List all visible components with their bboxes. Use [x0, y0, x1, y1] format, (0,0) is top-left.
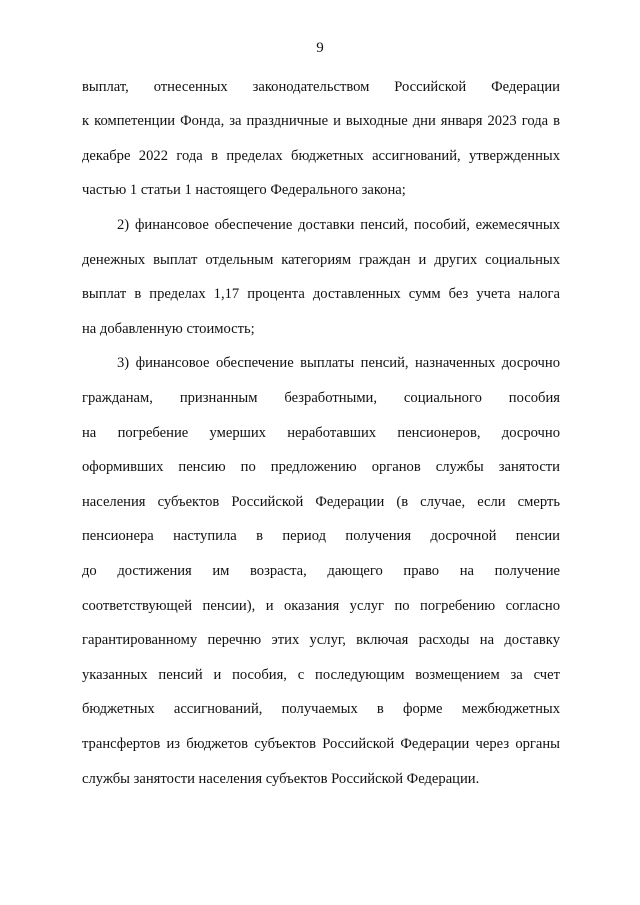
text-line-12: оформивших пенсию по предложению органов службы занятости	[82, 459, 560, 475]
text-line-8: на добавленную стоимость;	[82, 321, 255, 337]
text-line-4: частью 1 статьи 1 настоящего Федерального закона;	[82, 182, 406, 198]
text-line-18: указанных пенсий и пособия, с последующим возмещением за счет	[82, 667, 560, 683]
text-line-13: населения субъектов Российской Федерации (в случае, если смерть	[82, 494, 560, 510]
text-line-14: пенсионера наступила в период получения досрочной пенсии	[82, 528, 560, 544]
text-line-5: 2) финансовое обеспечение доставки пенсий, пособий, ежемесячных	[117, 217, 560, 233]
text-line-7: выплат в пределах 1,17 процента доставленных сумм без учета налога	[82, 286, 560, 302]
text-line-1: выплат, отнесенных законодательством Российской Федерации	[82, 79, 560, 95]
text-line-17: гарантированному перечню этих услуг, включая расходы на доставку	[82, 632, 560, 648]
text-line-19: бюджетных ассигнований, получаемых в форме межбюджетных	[82, 701, 560, 717]
text-line-15: до достижения им возраста, дающего право на получение	[82, 563, 560, 579]
text-line-2: к компетенции Фонда, за праздничные и выходные дни января 2023 года в	[82, 113, 560, 129]
text-line-6: денежных выплат отдельным категориям граждан и других социальных	[82, 252, 560, 268]
text-line-3: декабре 2022 года в пределах бюджетных ассигнований, утвержденных	[82, 148, 560, 164]
text-line-21: службы занятости населения субъектов Российской Федерации.	[82, 771, 480, 787]
text-line-10: гражданам, признанным безработными, социального пособия	[82, 390, 560, 406]
text-line-20: трансфертов из бюджетов субъектов Российской Федерации через органы	[82, 736, 560, 752]
text-line-11: на погребение умерших неработавших пенсионеров, досрочно	[82, 425, 560, 441]
text-line-9: 3) финансовое обеспечение выплаты пенсий, назначенных досрочно	[117, 355, 560, 371]
page-number: 9	[316, 40, 324, 56]
text-line-16: соответствующей пенсии), и оказания услуг по погребению согласно	[82, 598, 560, 614]
